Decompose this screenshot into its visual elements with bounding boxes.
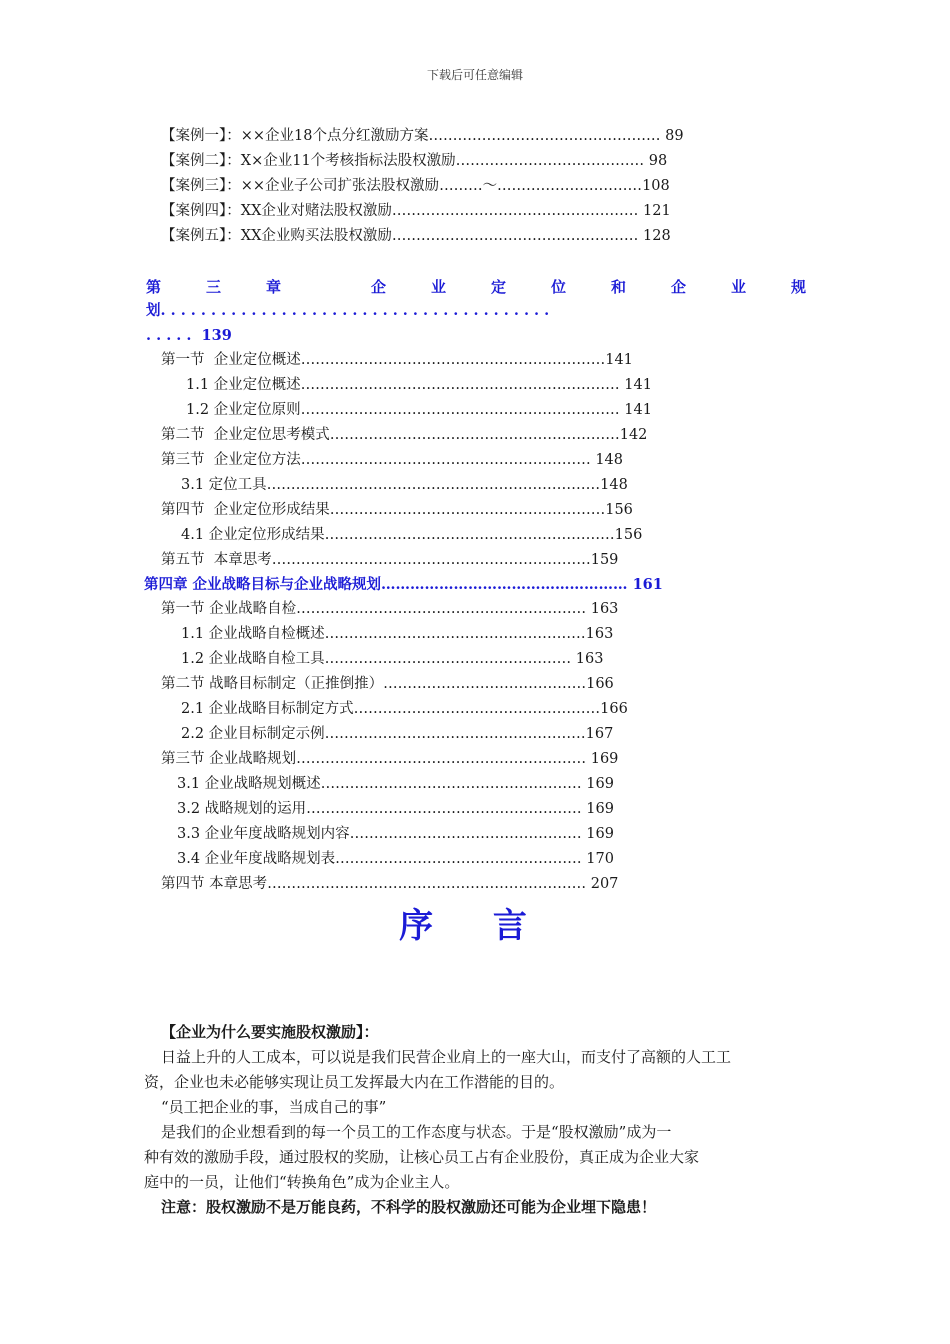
chapter3-heading-line3	[146, 326, 232, 346]
toc-entry[interactable]	[181, 525, 642, 545]
preface-paragraph-line: 是我们的企业想看到的每一个员工的工作态度与状态。于是“股权激励”成为一	[161, 1123, 672, 1141]
heading-char: 位	[550, 278, 566, 296]
preface-title: 序 言	[399, 906, 551, 946]
toc-entry[interactable]	[177, 774, 614, 794]
toc-entry[interactable]	[161, 450, 623, 470]
toc-entry[interactable]	[161, 500, 633, 520]
toc-leader: ……………………………………………………	[296, 751, 587, 767]
heading-char: 企	[370, 278, 386, 296]
toc-leader: ……………………………………………………	[324, 527, 615, 543]
toc-page: 169	[581, 826, 614, 842]
heading-char: 企	[670, 278, 686, 296]
heading-char: 规	[790, 278, 806, 296]
toc-leader: ……………………………………………	[391, 228, 639, 244]
toc-entry-label: 1.2 企业战略自检工具	[181, 651, 325, 667]
toc-entry[interactable]	[161, 599, 618, 619]
toc-entry-label: 4.1 企业定位形成结果	[181, 527, 325, 543]
toc-entry-label: 第一节 企业定位概述	[161, 352, 301, 368]
toc-page: 161	[627, 576, 663, 593]
toc-entry-label: 第一节 企业战略自检	[161, 601, 297, 617]
toc-entry[interactable]	[161, 126, 684, 146]
heading-char: 业	[730, 278, 746, 296]
preface-paragraph-line: 种有效的激励手段，通过股权的奖励，让核心员工占有企业股份，真正成为企业大家	[144, 1148, 700, 1166]
toc-leader: …………………………………………	[428, 128, 661, 144]
toc-page: 156	[605, 502, 633, 518]
toc-page: 142	[619, 427, 648, 443]
toc-page: 159	[590, 552, 619, 568]
toc-entry-label: 1.2 企业定位原则	[186, 402, 301, 418]
toc-entry-label: 3.2 战略规划的运用	[177, 801, 307, 817]
chapter3-heading-line2: 划. . . . . . . . . . . . . . . . . . . . . . . . . . . . . . . . . . . . . . .	[146, 302, 550, 319]
heading-char: 章	[266, 278, 282, 296]
toc-leader: …………………………………………………	[306, 801, 582, 817]
toc-page: 169	[581, 801, 614, 817]
toc-leader: ……………………………………………………	[300, 452, 591, 468]
toc-entry[interactable]	[161, 749, 618, 769]
preface-paragraph-line: 日益上升的人工成本，可以说是我们民营企业肩上的一座大山，而支付了高额的人工工	[161, 1048, 732, 1066]
toc-entry[interactable]	[181, 624, 613, 644]
toc-entry[interactable]	[177, 849, 614, 869]
toc-page: 163	[585, 626, 614, 642]
toc-page: 121	[638, 203, 671, 219]
toc-entry-label: 3.1 企业战略规划概述	[177, 776, 321, 792]
heading-char: 业	[430, 278, 446, 296]
toc-entry[interactable]	[186, 375, 652, 395]
toc-entry[interactable]	[186, 400, 652, 420]
toc-entry[interactable]	[161, 226, 671, 246]
toc-leader: …………………………………………………………	[300, 402, 620, 418]
chapter3-heading[interactable]	[146, 276, 806, 297]
toc-leader: …………………………………………………………	[271, 552, 591, 568]
toc-entry[interactable]	[161, 674, 614, 694]
toc-page: 166	[600, 701, 628, 717]
page-header: 下载后可任意编辑	[426, 68, 523, 82]
toc-entry[interactable]	[161, 176, 670, 196]
toc-entry[interactable]	[181, 724, 613, 744]
toc-entry-label: 1.1 企业战略自检概述	[181, 626, 325, 642]
toc-entry-label: 【案例一】：××企业18个点分红激励方案	[161, 128, 429, 144]
heading-char: 第	[146, 278, 162, 296]
toc-leader: …………………………………	[455, 153, 645, 169]
toc-entry[interactable]	[181, 699, 628, 719]
toc-page: 169	[581, 776, 614, 792]
preface-heading: 【企业为什么要实施股权激励】：	[161, 1023, 379, 1041]
toc-page: 141	[619, 402, 652, 418]
toc-page: 141	[619, 377, 652, 393]
toc-entry-label: 第四章 企业战略目标与企业战略规划	[144, 576, 382, 593]
toc-page: 163	[571, 651, 604, 667]
toc-page: 156	[614, 527, 643, 543]
toc-leader: ……………………………………………	[335, 851, 582, 867]
toc-leader: ……………………………………………………	[296, 601, 587, 617]
heading-char: 三	[206, 278, 222, 296]
toc-entry[interactable]	[161, 201, 671, 221]
toc-entry-label: 3.3 企业年度战略规划内容	[177, 826, 350, 842]
toc-entry-label: 第四节 本章思考	[161, 876, 268, 892]
toc-entry-label: 第三节 企业战略规划	[161, 751, 297, 767]
toc-leader: ……………………………………………	[391, 203, 639, 219]
toc-leader: …………………………………………………………	[267, 876, 587, 892]
toc-entry[interactable]	[177, 824, 614, 844]
toc-entry-label: 第五节 本章思考	[161, 552, 272, 568]
toc-entry[interactable]	[161, 550, 618, 570]
toc-entry[interactable]	[161, 874, 618, 894]
toc-entry-label: 1.1 企业定位概述	[186, 377, 301, 393]
toc-leader: . . . . .	[146, 327, 192, 344]
toc-entry-label: 3.4 企业年度战略规划表	[177, 851, 336, 867]
preface-note: 注意：股权激励不是万能良药，不科学的股权激励还可能为企业埋下隐患！	[161, 1198, 657, 1216]
chapter4-heading[interactable]	[144, 575, 663, 595]
toc-page: 163	[586, 601, 619, 617]
toc-entry[interactable]	[177, 799, 614, 819]
toc-leader: ……………………………………	[383, 676, 587, 692]
toc-entry-label: 2.1 企业战略目标制定方式	[181, 701, 354, 717]
toc-leader: …………………………………………	[349, 826, 582, 842]
toc-page: 170	[581, 851, 614, 867]
toc-page: 148	[590, 452, 624, 468]
preface-paragraph-line: 庭中的一员，让他们“转换角色”成为企业主人。	[144, 1173, 460, 1191]
heading-char: 定	[490, 278, 506, 296]
toc-leader: ………………………………………………	[320, 776, 582, 792]
toc-entry-label: 第四节 企业定位形成结果	[161, 502, 330, 518]
toc-entry[interactable]	[181, 649, 603, 669]
toc-page: 148	[600, 477, 628, 493]
toc-leader: ………～…………………………	[439, 178, 643, 194]
toc-leader: ……………………………………………	[324, 651, 572, 667]
toc-page: 128	[638, 228, 671, 244]
toc-entry[interactable]	[161, 350, 633, 370]
heading-char: 和	[610, 278, 626, 296]
toc-leader: ……………………………………………	[381, 576, 628, 593]
toc-leader: ……………………………………………	[353, 701, 601, 717]
toc-entry-label: 【案例四】：XX企业对赌法股权激励	[161, 203, 392, 219]
toc-entry-label: 【案例三】：××企业子公司扩张法股权激励	[161, 178, 440, 194]
toc-entry-label: 【案例二】：X×企业11个考核指标法股权激励	[161, 153, 456, 169]
toc-leader: ………………………………………………………	[300, 352, 606, 368]
toc-page: 166	[586, 676, 614, 692]
toc-leader: ………………………………………………	[324, 626, 586, 642]
toc-entry[interactable]	[161, 151, 667, 171]
toc-page: 89	[660, 128, 684, 144]
toc-page: 169	[586, 751, 619, 767]
toc-page: 139	[201, 327, 232, 344]
toc-leader: ………………………………………………	[324, 726, 586, 742]
toc-entry-label: 【案例五】：XX企业购买法股权激励	[161, 228, 392, 244]
toc-entry[interactable]	[161, 425, 647, 445]
toc-page: 207	[586, 876, 619, 892]
toc-leader: …………………………………………………	[329, 502, 606, 518]
toc-entry-label: 第二节 企业定位思考模式	[161, 427, 330, 443]
toc-entry-label: 3.1 定位工具	[181, 477, 267, 493]
toc-entry-label: 第三节 企业定位方法	[161, 452, 301, 468]
toc-entry[interactable]	[181, 475, 628, 495]
toc-page: 141	[605, 352, 633, 368]
toc-leader: ……………………………………………………	[329, 427, 620, 443]
preface-quote: “员工把企业的事，当成自己的事”	[161, 1098, 387, 1116]
toc-page: 98	[644, 153, 668, 169]
toc-leader: …………………………………………………………	[300, 377, 620, 393]
toc-page: 167	[585, 726, 614, 742]
toc-leader: ……………………………………………………………	[266, 477, 601, 493]
preface-paragraph-line: 资，企业也未必能够实现让员工发挥最大内在工作潜能的目的。	[144, 1073, 565, 1091]
toc-entry-label: 第二节 战略目标制定（正推倒推）	[161, 676, 384, 692]
toc-entry-label: 2.2 企业目标制定示例	[181, 726, 325, 742]
toc-page: 108	[642, 178, 670, 194]
